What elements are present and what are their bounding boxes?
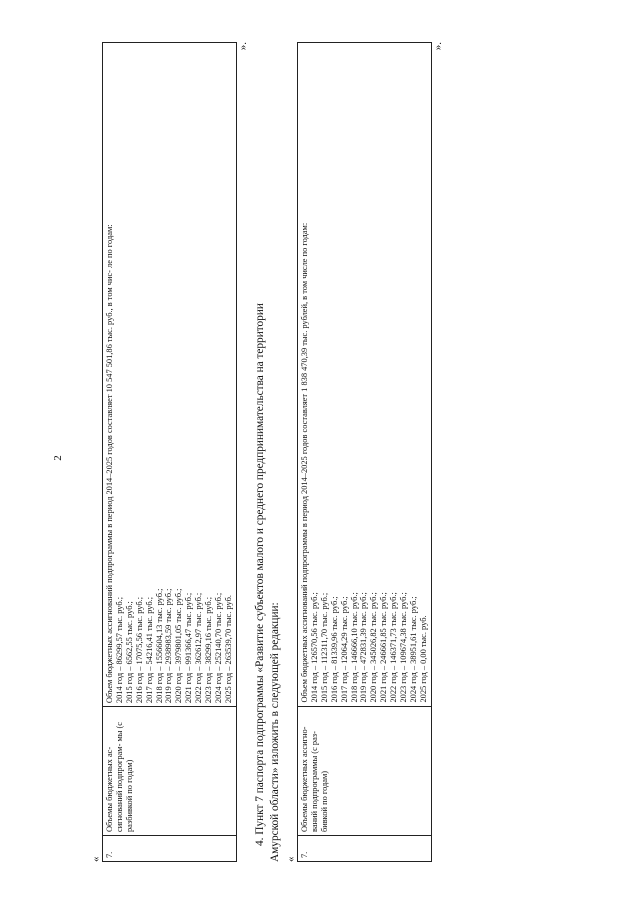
year-entry: 2020 год – 3979801,05 тыс. руб.; xyxy=(174,588,184,704)
budget-table-old xyxy=(102,42,237,862)
row-number: 7. xyxy=(103,836,237,862)
year-list xyxy=(310,46,429,703)
row-title: Объемы бюджетных ассигно- ваний подпрограммы (с раз- бивкой по годам) xyxy=(298,706,432,835)
year-entry: 2017 год – 54216,41 тыс. руб.; xyxy=(144,596,154,704)
year-entry: 2022 год – 362612,97 тыс. руб.; xyxy=(194,592,204,704)
year-entry: 2017 год – 12064,29 тыс. руб.; xyxy=(339,596,349,703)
budget-table-new xyxy=(297,42,432,862)
year-entry: 2023 год – 38299,16 тыс. руб.; xyxy=(204,596,214,704)
year-entry: 2016 год – 81339,96 тыс. руб.; xyxy=(329,596,339,703)
year-entry: 2024 год – 252140,70 тыс. руб.; xyxy=(213,592,223,704)
intro-text: Объем бюджетных ассигнований подпрограммы в период 2014–2025 годов составляет 1 838 470,39 тыс. рублей, в том числе по годам: xyxy=(300,222,310,703)
row-title: Объемы бюджетных ас- сигнований подпрограм- мы (с разбивкой по годам) xyxy=(103,707,237,836)
page-number: 2 xyxy=(51,455,64,461)
amendment-paragraph xyxy=(253,42,283,862)
year-entry: 2025 год – 0,00 тыс. руб. xyxy=(418,615,428,703)
paragraph-line-1: 4. Пункт 7 паспорта подпрограммы «Развитие субъектов малого и среднего предпринимательства на территории xyxy=(253,303,266,846)
table-row xyxy=(103,43,237,862)
year-entry: 2020 год – 345026,82 тыс. руб.; xyxy=(369,592,379,703)
year-entry: 2022 год – 146371,73 тыс. руб.; xyxy=(389,592,399,703)
row-content xyxy=(298,43,432,707)
open-quote-2: « xyxy=(285,856,298,862)
close-quote-1: ». xyxy=(236,42,249,51)
table-row xyxy=(298,43,432,862)
open-quote-1: « xyxy=(90,856,102,862)
row-content xyxy=(103,43,237,707)
year-entry: 2021 год – 991366,47 тыс. руб.; xyxy=(184,592,194,704)
year-entry: 2014 год – 126570,56 тыс. руб.; xyxy=(309,592,319,703)
year-entry: 2023 год – 109674,38 тыс. руб.; xyxy=(399,592,409,703)
year-entry: 2016 год – 17075,56 тыс. руб.; xyxy=(134,596,144,704)
paragraph-line-2: Амурской области» изложить в следующей редакции: xyxy=(268,602,281,862)
year-list xyxy=(115,46,234,703)
row-number: 7. xyxy=(298,836,432,862)
year-entry: 2014 год – 86299,57 тыс. руб.; xyxy=(114,596,124,704)
year-entry: 2021 год – 246661,85 тыс. руб.; xyxy=(379,592,389,703)
intro-text: Объем бюджетных ассигнований подпрограммы в период 2014–2025 годов составляет 10 547 501,86 тыс. руб., в том чис- ле по годам: xyxy=(105,224,114,704)
year-entry: 2019 год – 2938983,59 тыс. руб.; xyxy=(164,588,174,704)
year-entry: 2018 год – 1556604,13 тыс. руб.; xyxy=(154,588,164,704)
year-entry: 2019 год – 472831,39 тыс. руб.; xyxy=(359,592,369,703)
rotated-content xyxy=(90,42,610,862)
year-entry: 2025 год – 263539,70 тыс. руб. xyxy=(223,595,233,704)
year-entry: 2018 год – 146666,10 тыс. руб.; xyxy=(349,592,359,703)
year-entry: 2015 год – 112311,70 тыс. руб.; xyxy=(319,592,329,703)
close-quote-2: ». xyxy=(431,42,444,51)
year-entry: 2015 год – 6562,55 тыс. руб.; xyxy=(124,601,134,704)
year-entry: 2024 год – 38951,61 тыс. руб.; xyxy=(409,596,418,703)
